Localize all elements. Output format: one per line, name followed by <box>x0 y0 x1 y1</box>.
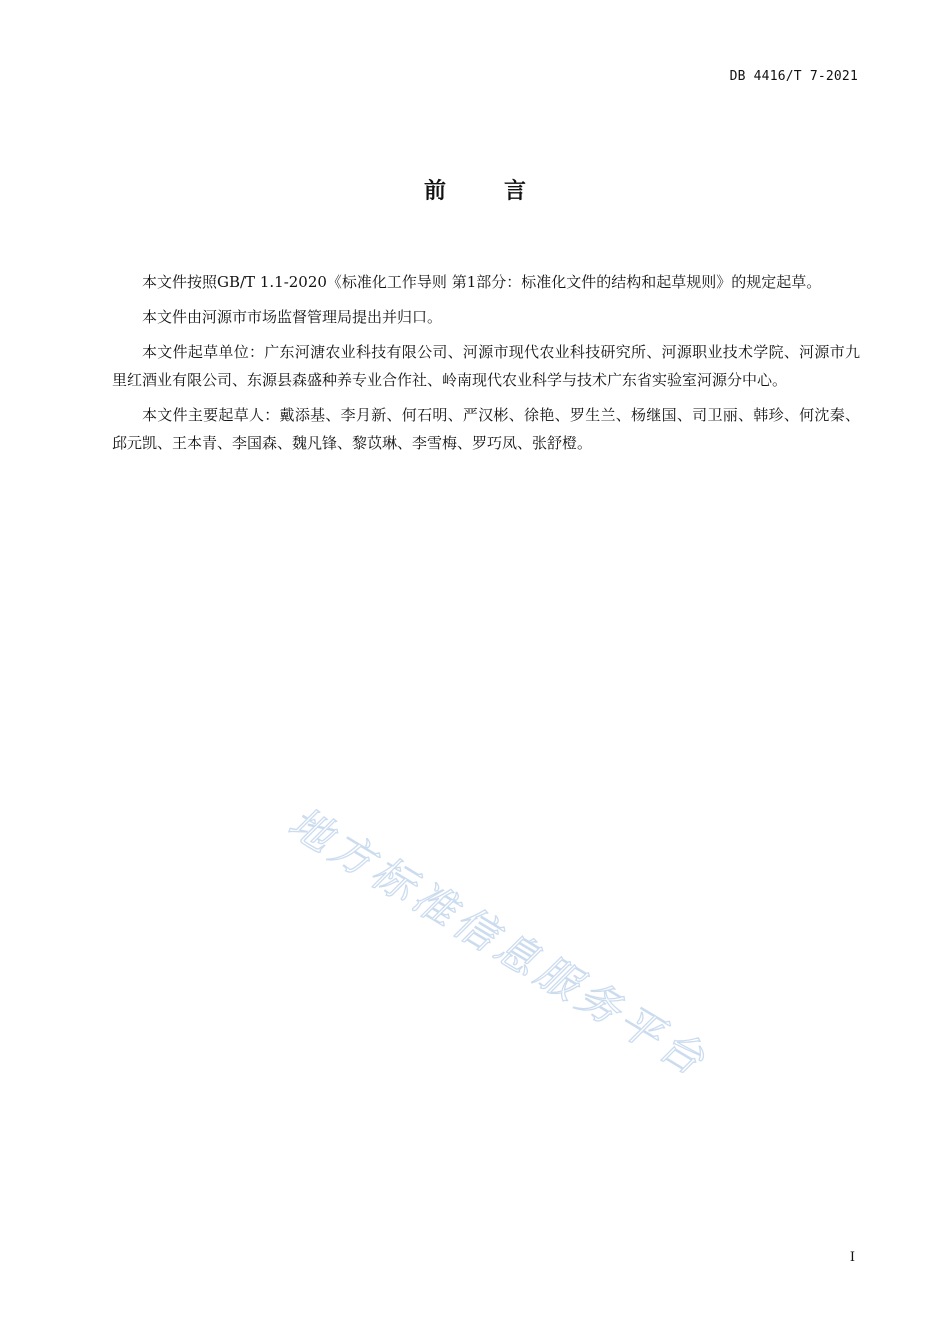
foreword-body <box>112 268 860 464</box>
page-title: 前言 <box>423 179 584 204</box>
paragraph-drafters: 本文件主要起草人：戴添基、李月新、何石明、严汉彬、徐艳、罗生兰、杨继国、司卫丽、韩珍、何沈秦、邱元凯、王本青、李国森、魏凡锋、黎苡琳、李雪梅、罗巧凤、张舒橙。 <box>112 406 860 452</box>
watermark: 地方标准信息服务平台 <box>280 797 718 1087</box>
document-code: DB 4416/T 7-2021 <box>729 69 858 84</box>
paragraph-drafting-units: 本文件起草单位：广东河溏农业科技有限公司、河源市现代农业科技研究所、河源职业技术学院、河源市九里红酒业有限公司、东源县森盛种养专业合作社、岭南现代农业科学与技术广东省实验室河源分中心。 <box>112 343 860 389</box>
page-number: I <box>849 1250 855 1265</box>
paragraph-proposer: 本文件由河源市市场监督管理局提出并归口。 <box>142 308 443 326</box>
paragraph-drafting-rules: 本文件按照GB/T 1.1-2020《标准化工作导则 第1部分：标准化文件的结构和起草规则》的规定起草。 <box>142 273 822 291</box>
